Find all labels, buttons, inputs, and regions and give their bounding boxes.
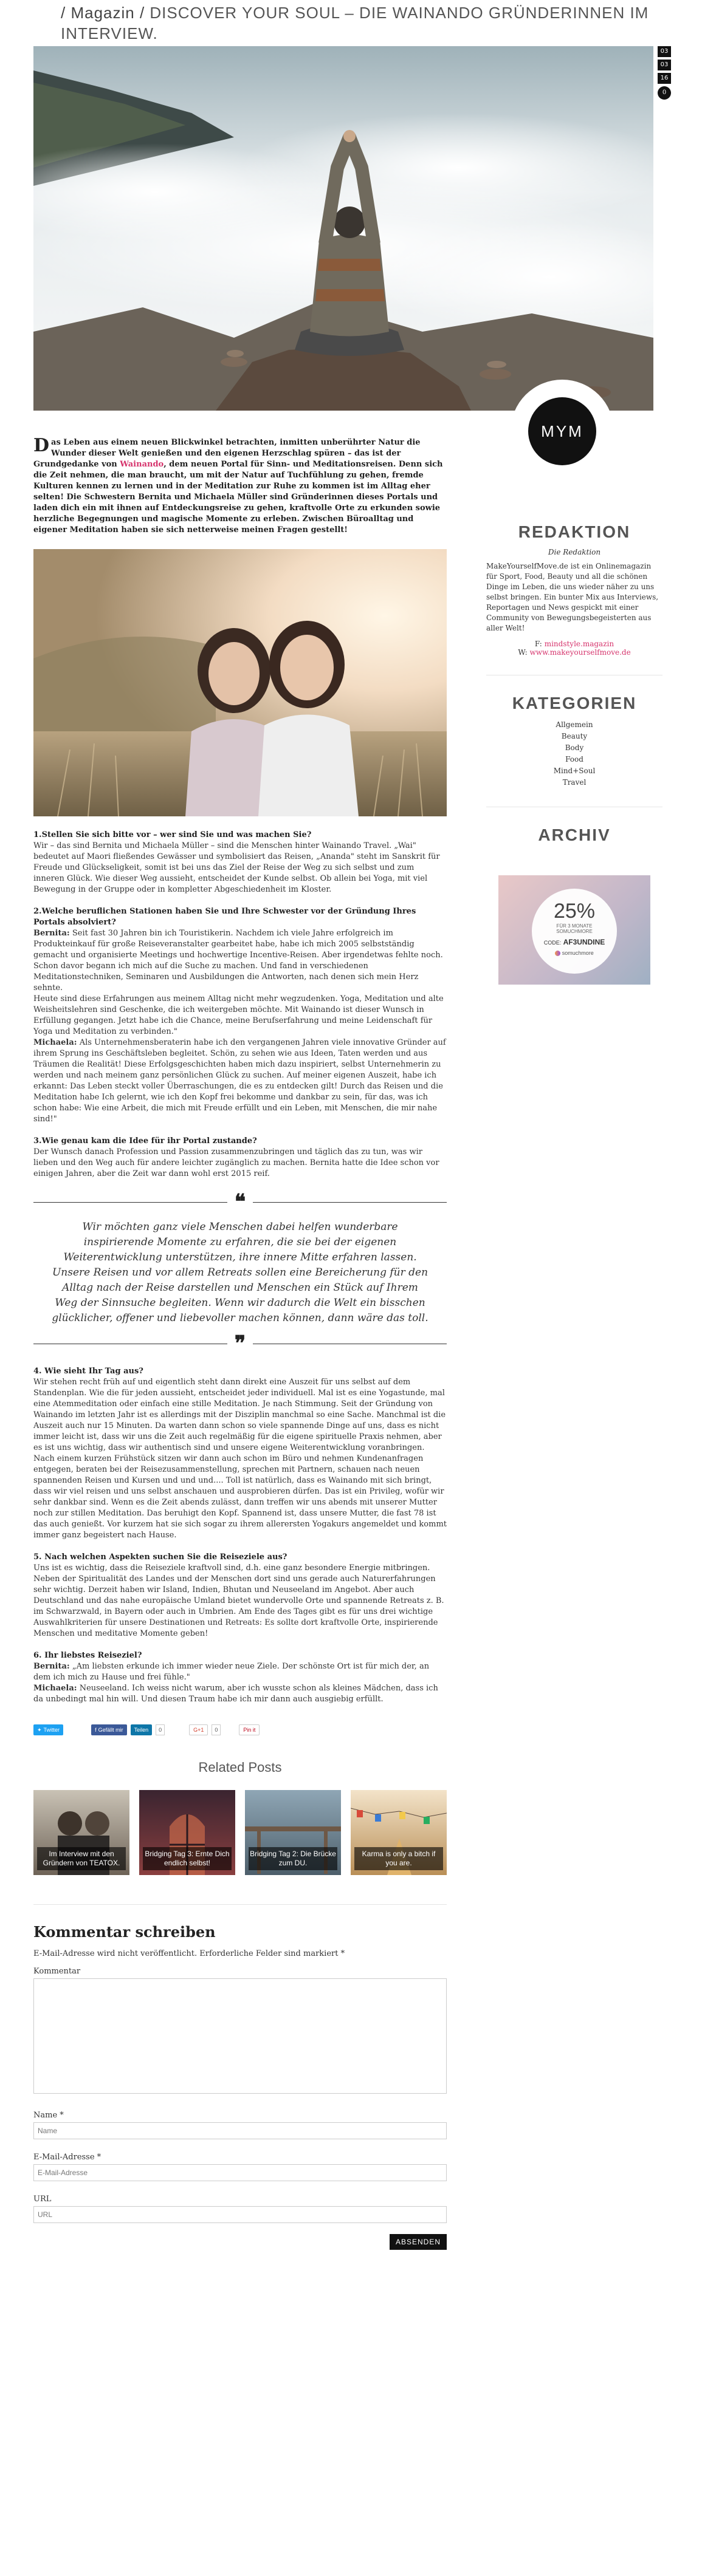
website-link[interactable]: www.makeyourselfmove.de [529,648,631,657]
question-2: 2.Welche beruflichen Stationen haben Sie und Ihre Schwester vor der Gründung Ihres Portals absolviert? [33,907,416,927]
answer-2-michaela: Michaela: Als Unternehmensberaterin habe ich den vergangenen Jahren viele innovative Gründer auf ihrem Sprung ins Geschäftsleben begleitet. Schön, zu sehen wie aus Ideen, Taten werden und aus Träumen die Realität! Diese Erfolgsgeschichten haben mich dazu inspiriert, selbst Unternehmerin zu werden und nach meinem ganz persönlichen Glück zu suchen. Auf meiner eigenen Auszeit, habe ich erkannt: Das Leben steckt voller Überraschungen, die es zu entdecken gilt! Durch das Reisen und die Meditation habe Ich gelernt, wie ich den Kopf frei bekomme und dankbar zu sein, für das, was ich schon habe: Wie eine Arbeit, die mich mit Freude erfüllt und ein Leben, mit Menschen, die mir nahe sind!" [33,1038,446,1124]
category-food[interactable]: Food [565,755,583,764]
ad-code: AF3UNDINE [563,938,605,946]
twitter-share-button[interactable]: ✦ Twitter [33,1724,63,1735]
facebook-like-button[interactable]: f Gefällt mir [91,1724,127,1735]
site-logo[interactable] [511,380,614,483]
page-header [0,0,702,43]
comment-textarea[interactable] [33,1978,447,2094]
share-bar [33,1724,447,1735]
answer-6-bernita: Bernita: „Am liebsten erkunde ich immer wieder neue Ziele. Der schönste Ort ist für mich der, an dem ich mich zu Hause und frei fühle." [33,1662,430,1682]
sidebar [486,522,662,985]
email-label: E-Mail-Adresse * [33,2153,102,2162]
breadcrumb[interactable]: / Magazin / [61,4,145,22]
answer-2-bernita: Bernita: Seit fast 30 Jahren bin ich Touristikerin. Nachdem ich viele Jahre erfolgreich im Produkteinkauf für große Reiseveranstalter gearbeitet habe, habe ich mich 2005 selbstständig gemacht und organisierte Meetings und hochwertige Incentive-Reisen. Aber irgendetwas fehlte noch. Schon davor begann ich mich auf die Suche zu machen. Und fand in verschiedenen Meditationstechniken, Seminaren und Ausbildungen die Antworten, nach denen sich mein Herz sehnte. [33,929,443,992]
gplus-button[interactable]: G+1 [189,1724,208,1735]
hero-image [33,46,653,411]
ad-line2: SOMUCHMORE [556,929,593,934]
date-day: 03 [658,46,671,57]
pull-quote [33,1190,447,1356]
answer-4: Wir stehen recht früh auf und eigentlich steht dann direkt eine Auszeit für uns selbst auf dem Standenplan. Wie die für jeden aussieht, entscheidet jeder individuell. Mal ist es eine Yogastunde, mal eine Atemmeditation oder einfach eine stille Meditation. Je nach Stimmung. Seit der Gründung von Wainando im letzten Jahr ist es allerdings mit der Disziplin manchmal so eine Sache. Manchmal ist die Auszeit auch nur 15 Minuten. Da warten dann schon so viele spannende Dinge auf uns, dass es nicht immer leicht ist, dass wir uns die Zeit auch regelmäßig für die eigene spirituelle Praxis nehmen, aber es ist uns wichtig, dass wir authentisch sind und unsere eigene Weiterentwicklung voranbringen. Nach einem kurzen Frühstück sitzen wir dann auch schon im Büro und nehmen Kundenanfragen entgegen, beraten bei der Reisezusammenstellung, sprechen mit Partnern, schauen nach neuen spannenden Reisen und Kursen und und und.... Toll ist natürlich, dass es Wainando mit sich bringt, dass wir viel reisen und uns selbst anschauen und ausprobieren dürfen. Das ist ein Privileg, wofür wir sehr dankbar sind. Wenn es die Zeit abends zulässt, dann treffen wir uns abends mit unserer Mutter noch zur stillen Meditation. Das beruhigt den Kopf. Spannend ist, dass unsere Mutter, die fast 78 ist das auch genießt. Vor kurzem hat sie sich sogar zu ihrem allerersten Yogakurs angemeldet und kommt immer ganz begeistert nach Hause. [33,1378,447,1540]
wainando-link[interactable]: Wainando [120,460,164,469]
related-post-title[interactable]: Bridging Tag 2: Die Brücke zum DU. [249,1847,337,1870]
related-heading: Related Posts [198,1760,282,1775]
ad-percent: 25% [553,900,596,923]
related-post-title[interactable]: Bridging Tag 3: Ernte Dich endlich selbst! [143,1847,232,1870]
category-travel[interactable]: Travel [562,778,587,787]
question-1: 1.Stellen Sie sich bitte vor – wer sind Sie und was machen Sie? [33,830,312,839]
gplus-count: 0 [212,1724,221,1735]
category-mind-soul[interactable]: Mind+Soul [553,767,596,775]
kategorien-widget [486,694,662,788]
answer-5: Uns ist es wichtig, dass die Reiseziele kraftvoll sind, d.h. eine ganz besondere Energie mitbringen. Neben der Spiritualität des Landes und der Menschen dort sind uns gerade auch Naturerfahrungen sehr wichtig. Derzeit haben wir Island, Indien, Bhutan und Neuseeland im Angebot. Aber auch Deutschland und das nahe europäische Umland bietet wundervolle Orte und spannende Retreats z. B. im Schwarzwald, in Bayern oder auch in Umbrien. Am Ende des Tages gibt es für uns drei wichtige Auswahlkriterien für unsere Destinationen und Retreats: Es sollte dort kraftvolle Orte, inspirierende Menschen und meditative Momente geben! [33,1563,444,1638]
photo-sisters-field [33,549,447,816]
answer-3: Der Wunsch danach Profession und Passion zusammenzubringen und täglich das zu tun, was wir lieben und den Weg auch für andere leichter zugänglich zu machen. Bernita hatte die Idee schon vor einigen Jahren, aber die Zeit war dann wohl erst 2015 reif. [33,1147,439,1178]
question-3: 3.Wie genau kam die Idee für ihr Portal zustande? [33,1136,257,1146]
answer-1: Wir – das sind Bernita und Michaela Müller – sind die Menschen hinter Wainando Travel. „Wai" bedeutet auf Maori fließendes Gewässer und symbolisiert das Reisen, „Ananda" steht im Sanskrit für Freude und Glückseligkeit, somit ist bei uns das Ziel der Reise der Weg zu sich selbst und zum inneren Glück. Wie dieser Weg aussieht, entscheidet der Kunde selbst. Ob allein bei Yoga, mit viel Bewegung in der Gruppe oder in kompletter Abgeschiedenheit im Kloster. [33,841,440,894]
linkedin-share-button[interactable]: Teilen [131,1724,153,1735]
category-body[interactable]: Body [565,743,584,752]
dropcap: D [33,435,50,456]
linkedin-count: 0 [156,1724,165,1735]
facebook-prefix: F: [534,640,542,648]
article-body [33,437,447,2250]
question-6: 6. Ihr liebstes Reiseziel? [33,1651,142,1660]
url-field[interactable] [33,2206,447,2223]
date-badge [658,46,671,100]
redaktion-heading: REDAKTION [518,522,631,541]
comment-note: E-Mail-Adresse wird nicht veröffentlicht. Erforderliche Felder sind markiert * [33,1949,345,1958]
facebook-link[interactable]: mindstyle.magazin [544,640,614,648]
post-title-line1: DISCOVER YOUR SOUL – DIE WAINANDO GRÜNDERINNEN IM [150,4,649,22]
archiv-widget [486,825,662,985]
related-post-card[interactable] [33,1790,129,1875]
quote-close-icon: ❞ [234,1331,246,1356]
ad-code-prefix: CODE: [543,940,562,946]
name-field[interactable] [33,2122,447,2139]
redaktion-widget [486,522,662,657]
category-allgemein[interactable]: Allgemein [556,720,593,729]
related-post-card[interactable] [139,1790,235,1875]
related-post-card[interactable] [351,1790,447,1875]
redaktion-subtitle: Die Redaktion [548,548,601,556]
pull-quote-text: Wir möchten ganz viele Menschen dabei helfen wunderbare inspirierende Momente zu erfahren, die sie bei der eigenen Weiterentwicklung unterstützen, ihre innere Mitte erfahren lassen. Unsere Reisen und vor allem Retreats sollen eine Bereicherung für den Alltag nach der Reise darstellen und Menschen ein Stück auf Ihrem Weg der Sinnsuche begleiten. Wenn wir dadurch die Welt ein bisschen glücklicher, offener und liebevoller machen können, dann wäre das toll. [52,1221,428,1324]
related-post-title[interactable]: Karma is only a bitch if you are. [354,1847,443,1870]
question-5: 5. Nach welchen Aspekten suchen Sie die Reiseziele aus? [33,1553,287,1562]
date-year: 16 [658,73,671,84]
related-post-card[interactable] [245,1790,341,1875]
question-4: 4. Wie sieht Ihr Tag aus? [33,1367,143,1376]
comment-label: Kommentar [33,1967,81,1976]
website-prefix: W: [518,648,528,657]
comment-heading: Kommentar schreiben [33,1923,216,1941]
facebook-icon: f [95,1727,97,1733]
redaktion-text: MakeYourselfMove.de ist ein Onlinemagazin für Sport, Food, Beauty und all die schönen Dinge im Leben, die uns wieder näher zu uns selbst bringen. Ein bunter Mix aus Interviews, Reportagen und News gespickt mit einer Community von Bewegungsbegeisterten aus aller Welt! [486,562,659,632]
twitter-icon: ✦ [37,1726,42,1733]
post-title [36,2,669,44]
post-title-line2: INTERVIEW. [61,24,158,43]
archiv-heading: ARCHIV [538,825,611,844]
related-posts [33,1760,447,1875]
comment-form [33,1904,447,2250]
somuchmore-icon [555,951,560,956]
quote-open-icon: ❝ [234,1190,246,1214]
answer-6-michaela: Michaela: Neuseeland. Ich weiss nicht warum, aber ich wusste schon als kleines Mädchen, dass ich da unbedingt mal hin will. Und diesen Traum habe ich mir dann auch ausgiebig erfüllt. [33,1684,438,1704]
ad-badge [532,889,617,974]
sisters-photo [33,549,447,816]
category-beauty[interactable]: Beauty [561,732,588,740]
related-post-title[interactable]: Im Interview mit den Gründern von TEATOX. [37,1847,126,1870]
hero-photo-meditation [33,46,653,411]
url-label: URL [33,2195,52,2204]
kategorien-heading: KATEGORIEN [512,694,637,712]
name-label: Name * [33,2111,64,2120]
date-month: 03 [658,60,671,70]
somuchmore-ad[interactable] [498,875,650,985]
pinterest-button[interactable]: Pin it [239,1724,260,1735]
logo-mark: MYM [528,397,596,465]
article-intro: Das Leben aus einem neuen Blickwinkel betrachten, inmitten unberührter Natur die Wunder dieser Welt genießen und den eigenen Herzschlag spüren – das ist der Grundgedanke von Wainando, dem neuen Portal für Sinn- und Meditationsreisen. Denn sich die Zeit nehmen, die man braucht, um mit der Natur auf Tuchfühlung zu gehen, fremde Kulturen kennen zu lernen und in der Meditation zur Ruhe zu kommen ist im Alltag eher selten! Die Schwestern Bernita und Michaela Müller sind Gründerinnen dieses Portals und laden dich ein mit ihnen auf Entdeckungsreise zu gehen, kraftvolle Orte zu erkunden sowie herzliche Begegnungen und magische Momente zu erleben. Zwischen Büroalltag und eigener Meditation haben sie sich netterweise meinen Fragen gestellt! [33,435,443,535]
comment-count-badge[interactable]: 0 [658,86,671,100]
ad-brand: somuchmore [562,950,594,956]
answer-2-bernita-cont: Heute sind diese Erfahrungen aus meinem Alltag nicht mehr wegzudenken. Yoga, Meditation und alte Weisheitslehren sind Geschenke, die ich weitergeben möchte. Mit Wainando ist dieser Wunsch in Erfüllung gegangen. Jetzt habe ich die Chance, meine Berufserfahrung und meine Leidenschaft für Yoga und Meditation zu verbinden." [33,994,444,1036]
email-field[interactable] [33,2164,447,2181]
submit-button[interactable]: ABSENDEN [390,2234,447,2250]
ad-line1: FÜR 3 MONATE [556,923,593,929]
